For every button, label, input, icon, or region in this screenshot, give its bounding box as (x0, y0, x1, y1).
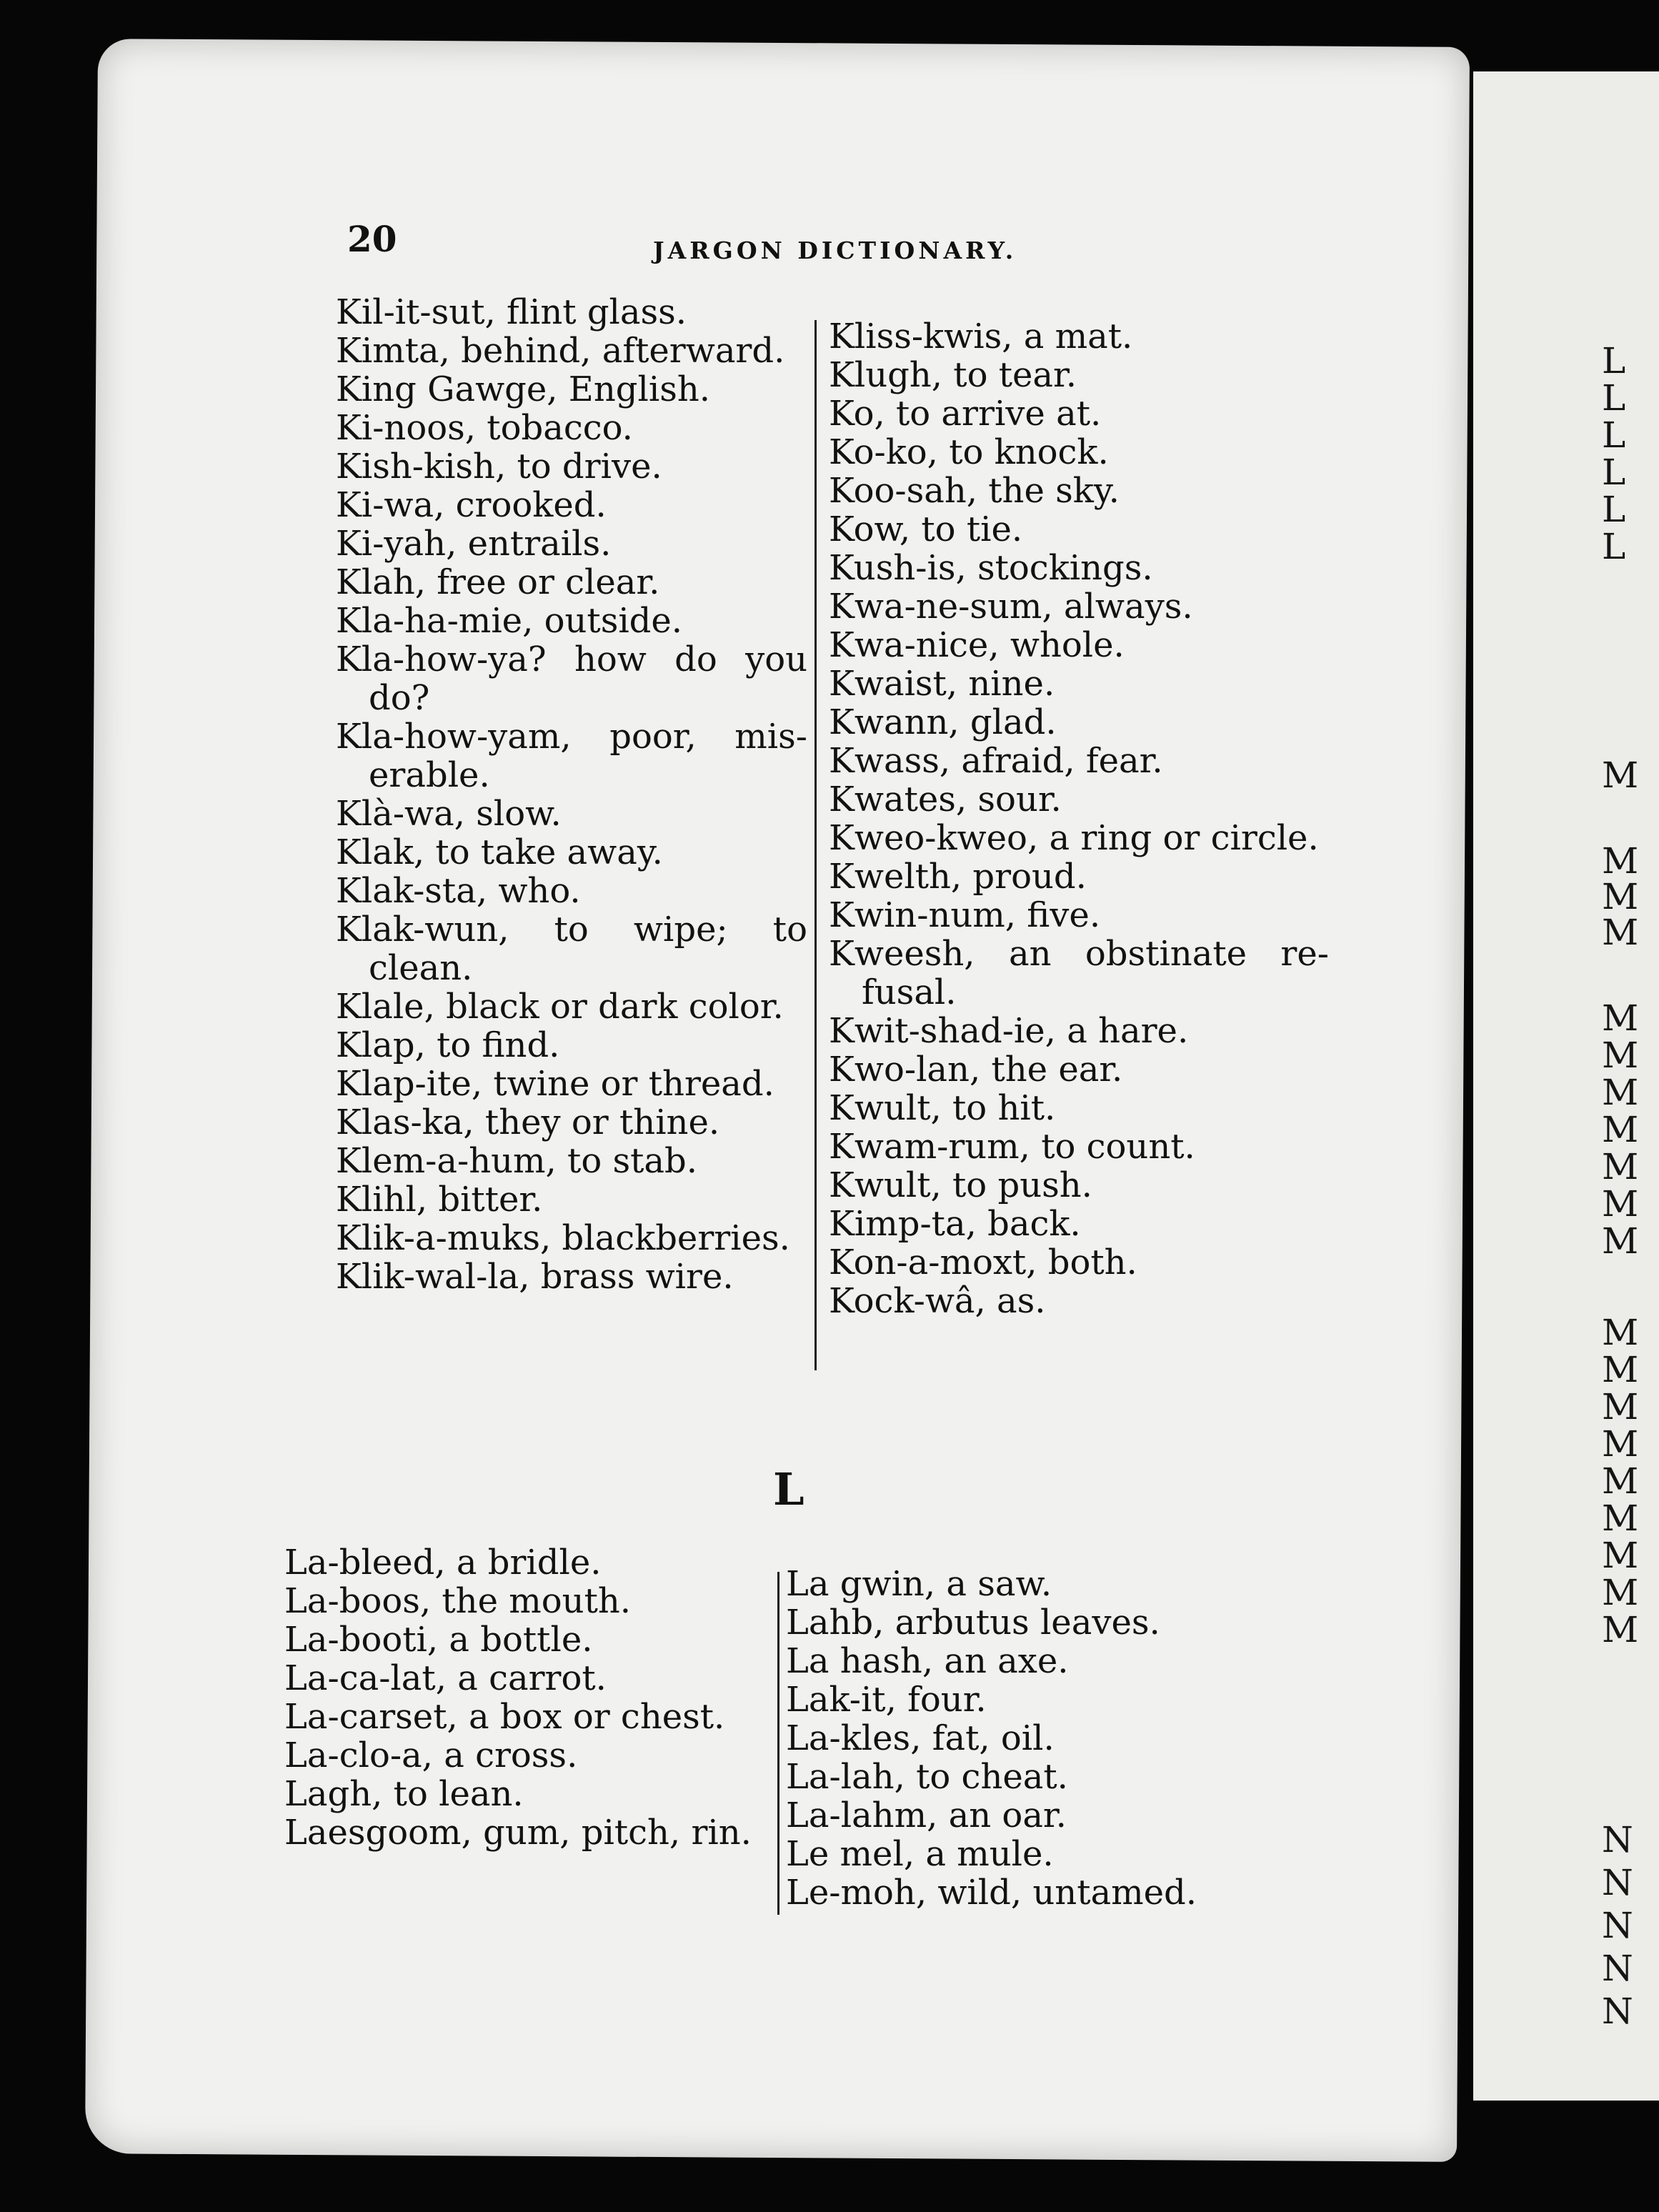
dictionary-entry: Kwin-num, five. (829, 895, 1101, 935)
dictionary-entry: La hash, an axe. (786, 1641, 1069, 1681)
dictionary-entry: La-ca-lat, a carrot. (284, 1658, 607, 1698)
dictionary-entry: Kla-how-ya? how do you do? (336, 639, 807, 718)
dictionary-entry: Lahb, arbutus leaves. (786, 1603, 1160, 1643)
facing-letter: M (1602, 1423, 1639, 1465)
dictionary-entry: Ki-yah, entrails. (336, 524, 612, 564)
facing-letter: M (1602, 1146, 1639, 1187)
facing-letter: N (1602, 1862, 1633, 1903)
dictionary-entry: Laesgoom, gum, pitch, rin. (284, 1813, 752, 1853)
column-divider (814, 320, 817, 1370)
dictionary-entry: Klà-wa, slow. (336, 794, 562, 834)
dictionary-entry: Klap, to find. (336, 1025, 560, 1065)
facing-letter: L (1602, 526, 1626, 567)
facing-letter: L (1602, 340, 1626, 382)
dictionary-entry: Klale, black or dark color. (336, 987, 784, 1027)
dictionary-entry: Kish-kish, to drive. (336, 447, 662, 487)
dictionary-entry: Klugh, to tear. (829, 355, 1077, 395)
dictionary-entry: Kwo-lan, the ear. (829, 1050, 1123, 1090)
dictionary-entry: Kwass, afraid, fear. (829, 741, 1163, 781)
facing-letter: M (1602, 754, 1639, 796)
dictionary-entry: Kwa-ne-sum, always. (829, 587, 1193, 627)
facing-letter: N (1602, 1905, 1633, 1946)
dictionary-entry: Ki-noos, tobacco. (336, 408, 633, 448)
dictionary-entry: Kwates, sour. (829, 779, 1062, 819)
dictionary-entry: Kock-wâ, as. (829, 1281, 1046, 1321)
dictionary-entry: Lak-it, four. (786, 1680, 987, 1720)
facing-letter: M (1602, 1609, 1639, 1650)
page-number: 20 (347, 218, 397, 260)
entries-column-4 (786, 1565, 1300, 1912)
facing-letter: N (1602, 1991, 1633, 2032)
dictionary-entry: Kwit-shad-ie, a hare. (829, 1011, 1189, 1051)
dictionary-entry: Koo-sah, the sky. (829, 471, 1120, 511)
dictionary-entry: Klak-sta, who. (336, 871, 581, 911)
facing-letter: M (1602, 1460, 1639, 1502)
dictionary-entry: La-boos, the mouth. (284, 1581, 632, 1621)
facing-letter: M (1602, 1312, 1639, 1353)
facing-letter: M (1602, 1183, 1639, 1225)
dictionary-entry: La gwin, a saw. (786, 1564, 1052, 1604)
dictionary-entry: Klik-wal-la, brass wire. (336, 1257, 734, 1297)
dictionary-entry: Klap-ite, twine or thread. (336, 1064, 774, 1104)
dictionary-entry: La-booti, a bottle. (284, 1620, 593, 1660)
dictionary-entry: La-lahm, an oar. (786, 1795, 1067, 1835)
facing-page-edge (1473, 71, 1659, 2101)
facing-letter: M (1602, 876, 1639, 917)
dictionary-entry: Kwa-nice, whole. (829, 625, 1125, 665)
facing-letter: M (1602, 1035, 1639, 1076)
dictionary-entry: King Gawge, English. (336, 369, 710, 409)
dictionary-entry: Kwult, to push. (829, 1165, 1092, 1205)
running-title: JARGON DICTIONARY. (653, 236, 1017, 264)
facing-letter: M (1602, 1386, 1639, 1428)
facing-letter: L (1602, 414, 1626, 456)
facing-letter: N (1602, 1819, 1633, 1860)
facing-letter: M (1602, 1572, 1639, 1613)
facing-letter: M (1602, 912, 1639, 953)
dictionary-entry: Le mel, a mule. (786, 1834, 1054, 1874)
facing-letter: L (1602, 452, 1626, 493)
dictionary-entry: Kon-a-moxt, both. (829, 1242, 1137, 1282)
dictionary-entry: La-lah, to cheat. (786, 1757, 1068, 1797)
dictionary-entry: Klihl, bitter. (336, 1180, 543, 1220)
dictionary-entry: Klak, to take away. (336, 832, 663, 872)
section-heading-letter: L (773, 1463, 804, 1515)
dictionary-entry: Kwaist, nine. (829, 664, 1055, 704)
dictionary-entry: Kush-is, stockings. (829, 548, 1153, 588)
facing-letter: M (1602, 997, 1639, 1039)
dictionary-entry: Kla-ha-mie, outside. (336, 601, 683, 641)
entries-column-2 (829, 317, 1329, 1320)
dictionary-entry: Kliss-kwis, a mat. (829, 317, 1133, 357)
dictionary-entry: Kwann, glad. (829, 702, 1057, 742)
page-header (347, 218, 1390, 275)
column-divider (777, 1572, 779, 1915)
facing-letter: M (1602, 1349, 1639, 1390)
facing-letter: L (1602, 377, 1626, 419)
dictionary-entry: Kweo-kweo, a ring or circle. (829, 818, 1319, 858)
dictionary-entry: Kweesh, an obstinate refusal. (829, 934, 1329, 1012)
facing-letter: M (1602, 1109, 1639, 1150)
facing-letter: M (1602, 1220, 1639, 1262)
entries-column-1 (336, 293, 807, 1296)
dictionary-entry: Ko-ko, to knock. (829, 432, 1109, 472)
dictionary-entry: Klak-wun, to wipe; to clean. (336, 910, 807, 988)
dictionary-entry: Klik-a-muks, blackberries. (336, 1218, 790, 1258)
dictionary-entry: Lagh, to lean. (284, 1774, 524, 1814)
dictionary-entry: Klah, free or clear. (336, 562, 660, 602)
dictionary-entry: La-bleed, a bridle. (284, 1543, 602, 1583)
dictionary-entry: Kwult, to hit. (829, 1088, 1056, 1128)
dictionary-entry: Kwam-rum, to count. (829, 1127, 1195, 1167)
dictionary-entry: Kimta, behind, afterward. (336, 331, 785, 371)
dictionary-entry: Klem-a-hum, to stab. (336, 1141, 698, 1181)
facing-letter: N (1602, 1948, 1633, 1989)
dictionary-entry: Kil-it-sut, flint glass. (336, 292, 687, 332)
dictionary-entry: Kimp-ta, back. (829, 1204, 1081, 1244)
dictionary-entry: Kla-how-yam, poor, miserable. (336, 717, 807, 795)
dictionary-entry: Le-moh, wild, untamed. (786, 1873, 1197, 1913)
facing-letter: M (1602, 1498, 1639, 1539)
entries-column-3 (284, 1543, 770, 1852)
dictionary-entry: La-kles, fat, oil. (786, 1718, 1055, 1758)
dictionary-entry: Kow, to tie. (829, 509, 1023, 549)
dictionary-entry: Ki-wa, crooked. (336, 485, 607, 525)
dictionary-entry: Kwelth, proud. (829, 857, 1087, 897)
facing-letter: M (1602, 840, 1639, 882)
dictionary-entry: La-carset, a box or chest. (284, 1697, 725, 1737)
facing-letter: L (1602, 489, 1626, 530)
dictionary-entry: La-clo-a, a cross. (284, 1735, 578, 1775)
facing-letter: M (1602, 1535, 1639, 1576)
dictionary-entry: Klas-ka, they or thine. (336, 1102, 720, 1142)
facing-letter: M (1602, 1072, 1639, 1113)
dictionary-entry: Ko, to arrive at. (829, 394, 1102, 434)
